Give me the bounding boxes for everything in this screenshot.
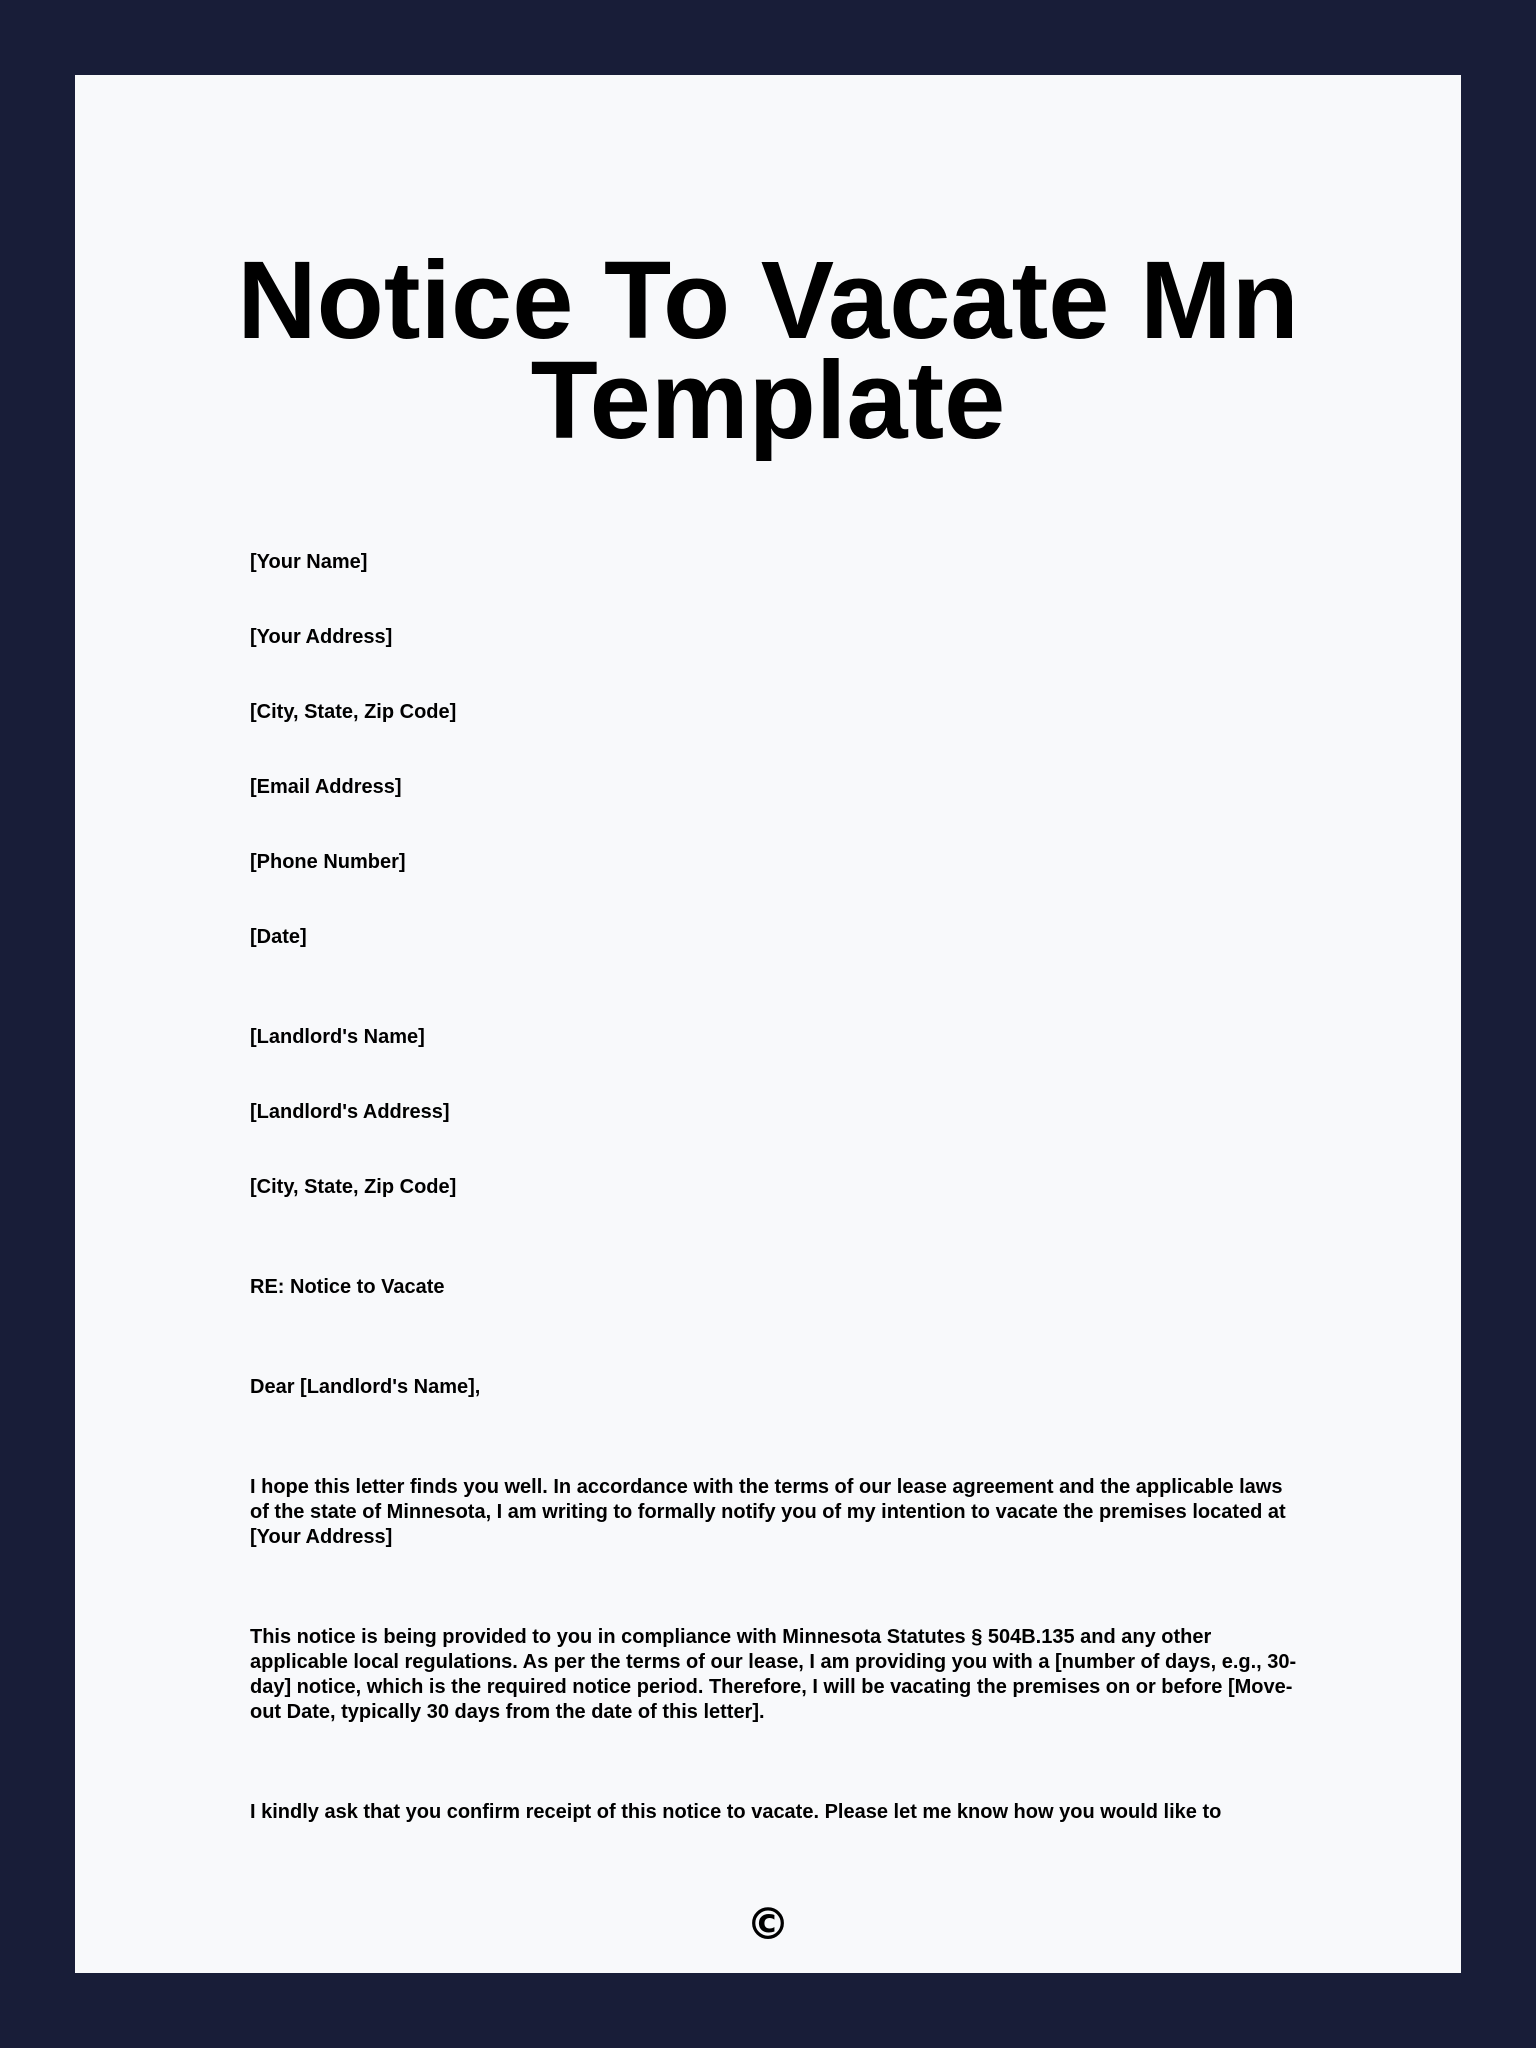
sender-address: [Your Address]	[250, 626, 393, 648]
body-paragraph-2: This notice is being provided to you in compliance with Minnesota Statutes § 504B.135 and any other applicable local regulations. As per the terms of our lease, I am providing you with a [number of days, e.g., 30-day] notice, which is the required notice period. Therefore, I will be vacating the premises on or before [Move-out Date, typically 30 days from the date of this letter].	[250, 1626, 1297, 1723]
document-title: Notice To Vacate Mn Template	[237, 239, 1299, 462]
document-page	[75, 75, 1461, 1973]
sender-city-state-zip: [City, State, Zip Code]	[250, 701, 457, 723]
sender-email: [Email Address]	[250, 776, 402, 798]
letter-subject: RE: Notice to Vacate	[250, 1276, 445, 1298]
sender-name: [Your Name]	[250, 551, 368, 573]
recipient-name: [Landlord's Name]	[250, 1026, 425, 1048]
recipient-city-state-zip: [City, State, Zip Code]	[250, 1176, 457, 1198]
body-paragraph-1: I hope this letter finds you well. In accordance with the terms of our lease agreement and the applicable laws of the state of Minnesota, I am writing to formally notify you of my intention to vacate the premises located at [Your Address]	[250, 1476, 1286, 1548]
letter-date: [Date]	[250, 926, 307, 948]
body-paragraph-3: I kindly ask that you confirm receipt of this notice to vacate. Please let me know how you would like to	[250, 1801, 1222, 1823]
letter-salutation: Dear [Landlord's Name],	[250, 1376, 481, 1398]
copyright-icon: ©	[746, 1899, 790, 1950]
recipient-address: [Landlord's Address]	[250, 1101, 450, 1123]
sender-phone: [Phone Number]	[250, 851, 406, 873]
